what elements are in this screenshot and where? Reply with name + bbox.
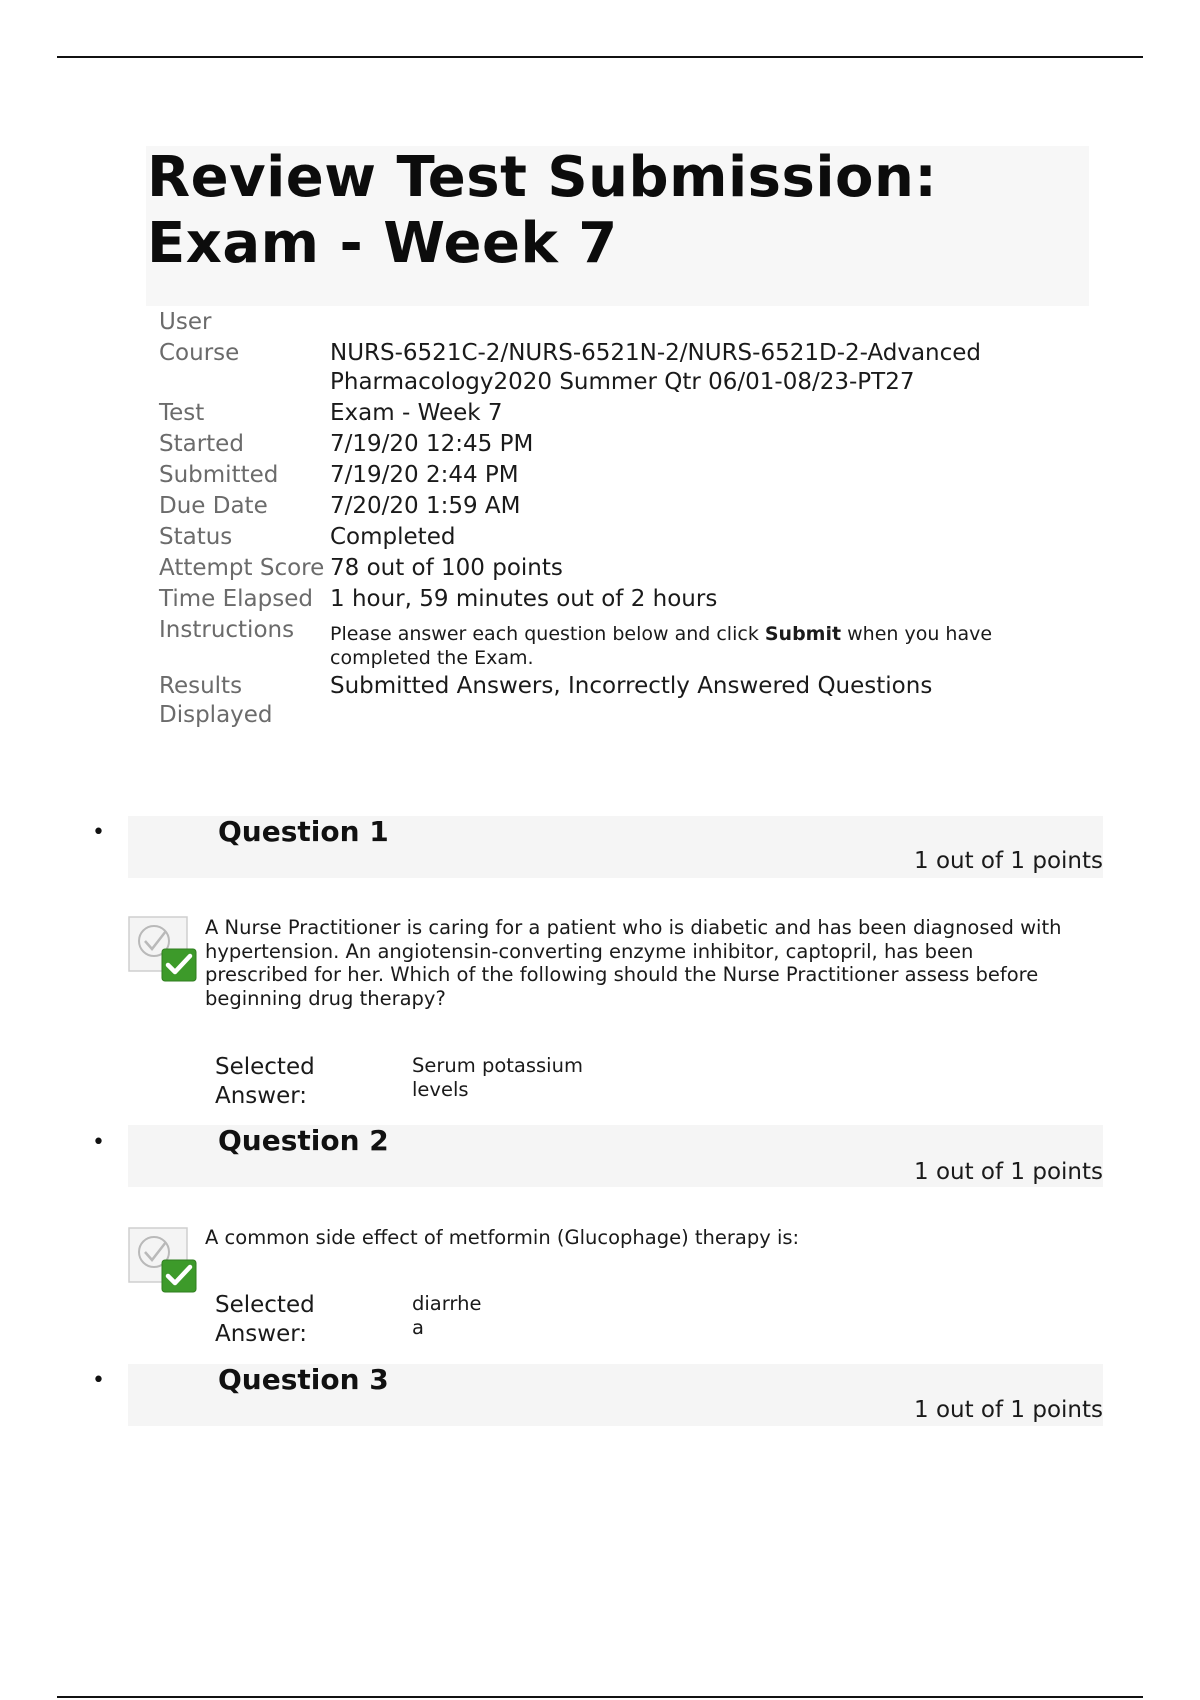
meta-label: Time Elapsed <box>159 586 313 612</box>
meta-row-submitted <box>159 459 1059 490</box>
meta-value: Submitted Answers, Incorrectly Answered Questions <box>330 673 933 699</box>
question-points: 1 out of 1 points <box>914 1397 1103 1423</box>
bullet: • <box>92 820 105 845</box>
question-points: 1 out of 1 points <box>914 1159 1103 1185</box>
selected-answer-value: Serum potassium levels <box>412 1054 583 1101</box>
question-title: Question 1 <box>218 815 389 848</box>
correct-check-icon <box>128 915 198 983</box>
meta-label: Attempt Score <box>159 555 325 581</box>
meta-label: Due Date <box>159 493 268 519</box>
meta-row-status <box>159 521 1059 552</box>
instructions-text: Please answer each question below and click <box>330 623 765 645</box>
submission-details <box>159 306 1059 730</box>
meta-row-test <box>159 397 1059 428</box>
meta-value: 7/20/20 1:59 AM <box>330 493 521 519</box>
meta-row-started <box>159 428 1059 459</box>
meta-value: 1 hour, 59 minutes out of 2 hours <box>330 586 718 612</box>
meta-row-time-elapsed <box>159 583 1059 614</box>
selected-answer-label: Selected Answer: <box>215 1054 315 1109</box>
instructions-text: when you have completed the Exam. <box>330 623 993 669</box>
meta-row-attempt-score <box>159 552 1059 583</box>
meta-label: Submitted <box>159 462 279 488</box>
meta-label: User <box>159 309 212 335</box>
meta-value: 78 out of 100 points <box>330 555 563 581</box>
meta-label: Instructions <box>159 617 295 643</box>
bullet: • <box>92 1368 105 1393</box>
instructions-submit-word: Submit <box>764 623 842 645</box>
meta-label: Course <box>159 340 240 366</box>
meta-row-due-date <box>159 490 1059 521</box>
bottom-rule <box>57 1696 1143 1698</box>
question-title: Question 3 <box>218 1363 389 1396</box>
question-title: Question 2 <box>218 1124 389 1157</box>
meta-value: Completed <box>330 524 456 550</box>
top-rule <box>57 56 1143 58</box>
meta-label: Started <box>159 431 244 457</box>
meta-row-user <box>159 306 1059 337</box>
meta-value: 7/19/20 2:44 PM <box>330 462 519 488</box>
meta-row-instructions <box>159 614 1059 670</box>
selected-answer-label: Selected Answer: <box>215 1292 315 1347</box>
meta-value <box>330 614 1059 670</box>
question-text: A common side effect of metformin (Glucophage) therapy is: <box>205 1226 800 1249</box>
meta-label: Results Displayed <box>159 673 273 728</box>
meta-value: NURS-6521C-2/NURS-6521N-2/NURS-6521D-2-Advanced Pharmacology2020 Summer Qtr 06/01-08/23-PT27 <box>330 340 982 395</box>
meta-row-results-displayed <box>159 670 1059 730</box>
question-text: A Nurse Practitioner is caring for a patient who is diabetic and has been diagnosed with hypertension. An angiotensin-converting enzyme inhibitor, captopril, has been prescribed for her. Which of the following should the Nurse Practitioner assess before beginning drug therapy? <box>205 916 1062 1010</box>
meta-label: Status <box>159 524 233 550</box>
meta-label: Test <box>159 400 205 426</box>
bullet: • <box>92 1130 105 1155</box>
page-title: Review Test Submission: Exam - Week 7 <box>147 145 938 276</box>
meta-value: 7/19/20 12:45 PM <box>330 431 534 457</box>
meta-value <box>330 306 1059 337</box>
selected-answer-value: diarrhe a <box>412 1292 482 1339</box>
correct-check-icon <box>128 1226 198 1294</box>
question-points: 1 out of 1 points <box>914 848 1103 874</box>
meta-value: Exam - Week 7 <box>330 400 503 426</box>
meta-row-course <box>159 337 1059 397</box>
